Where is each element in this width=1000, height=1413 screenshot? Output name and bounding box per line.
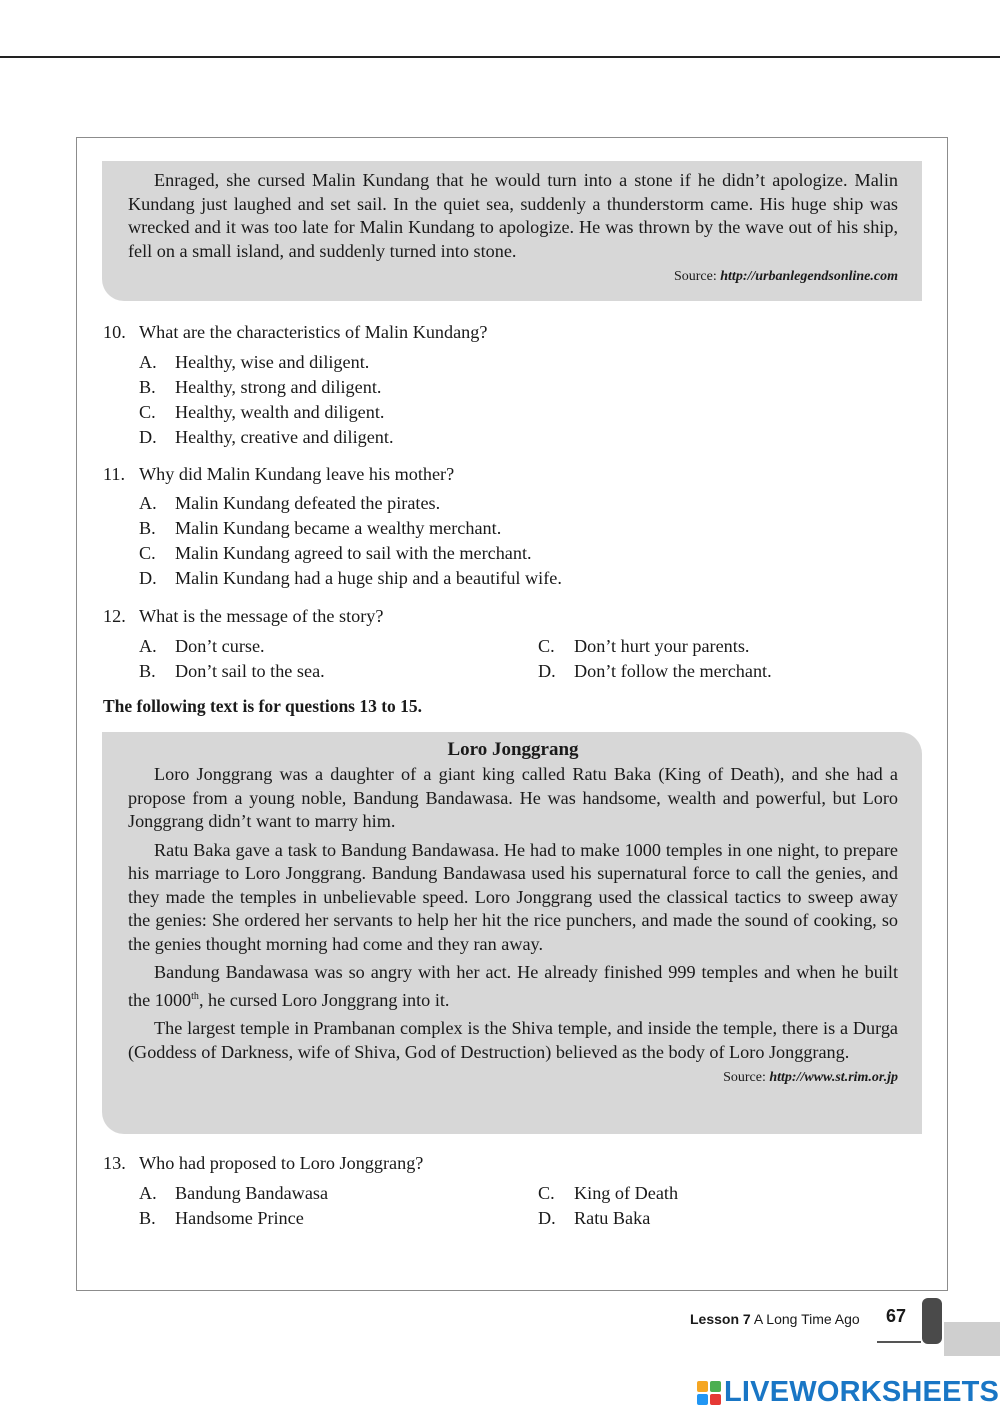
logo-mark-icon bbox=[697, 1381, 721, 1405]
passage-paragraph: Bandung Bandawasa was so angry with her act. He already finished 999 temples and when he built the 1000th, he cursed Loro Jonggrang into it. bbox=[128, 962, 898, 1010]
page-tab bbox=[922, 1298, 942, 1344]
page-number-rule bbox=[877, 1341, 921, 1343]
logo-text: LIVEWORKSHEETS bbox=[724, 1376, 1000, 1408]
option-13d[interactable]: D. Ratu Baka bbox=[538, 1208, 651, 1228]
passage-paragraph: Loro Jonggrang was a daughter of a giant king called Ratu Baka (King of Death), and she had a propose from a young noble, Bandung Bandawasa. He was handsome, wealth and powerful, but Loro Jonggrang didn’t want to marry him. bbox=[128, 764, 898, 831]
question-number: 12. bbox=[103, 606, 126, 626]
lesson-title: A Long Time Ago bbox=[753, 1311, 860, 1327]
passage-loro-jonggrang bbox=[102, 732, 922, 1134]
option-10d[interactable]: D. Healthy, creative and diligent. bbox=[139, 427, 394, 447]
question-text: What is the message of the story? bbox=[139, 606, 384, 626]
question-12 bbox=[103, 604, 703, 629]
option-12a[interactable]: A. Don’t curse. bbox=[139, 636, 265, 656]
logo-square bbox=[710, 1381, 721, 1392]
source-link[interactable]: http://www.st.rim.or.jp bbox=[769, 1070, 898, 1086]
question-number: 10. bbox=[103, 322, 126, 342]
option-13a[interactable]: A. Bandung Bandawasa bbox=[139, 1183, 329, 1203]
passage-source: Source: http://www.st.rim.or.jp bbox=[723, 1070, 898, 1086]
passage-paragraph: The largest temple in Prambanan complex is the Shiva temple, and inside the temple, there is a Durga (Goddess of Darkness, wife of Shiva, God of Destruction) believed as the body of Loro Jonggrang. bbox=[128, 1018, 898, 1062]
page-footer bbox=[690, 1311, 860, 1327]
logo-square bbox=[697, 1394, 708, 1405]
lesson-label: Lesson 7 bbox=[690, 1311, 751, 1327]
option-11b[interactable]: B. Malin Kundang became a wealthy merchant. bbox=[139, 518, 502, 538]
option-10b[interactable]: B. Healthy, strong and diligent. bbox=[139, 377, 382, 397]
passage-paragraph: Ratu Baka gave a task to Bandung Bandawasa. He had to make 1000 temples in one night, to prepare his marriage to Loro Jonggrang. Bandung Bandawasa used his supernatural force to call the genies, and they made the temples in unbelievable speed. Loro Jonggrang used the classical tactics to sweep away the genies: She ordered her servants to help her hit the rice punchers, and made the sound of cooking, so the genies thought morning had come and they ran away. bbox=[128, 839, 898, 954]
header-rule bbox=[0, 56, 1000, 58]
passage-title: Loro Jonggrang bbox=[447, 739, 579, 760]
option-10a[interactable]: A. Healthy, wise and diligent. bbox=[139, 352, 370, 372]
passage-source: Source: http://urbanlegendsonline.com bbox=[673, 269, 898, 284]
option-11d[interactable]: D. Malin Kundang had a huge ship and a beautiful wife. bbox=[139, 568, 562, 588]
logo-square bbox=[697, 1381, 708, 1392]
option-13b[interactable]: B. Handsome Prince bbox=[139, 1208, 304, 1228]
question-number: 11. bbox=[103, 464, 126, 484]
option-11c[interactable]: C. Malin Kundang agreed to sail with the merchant. bbox=[139, 543, 532, 563]
question-text: What are the characteristics of Malin Kundang? bbox=[139, 322, 488, 342]
option-12d[interactable]: D. Don’t follow the merchant. bbox=[538, 661, 772, 681]
passage-paragraph: Enraged, she cursed Malin Kundang that he would turn into a stone if he didn’t apologize. Malin Kundang just laughed and set sail. In the quiet sea, suddenly a thunderstorm came. His huge ship was wrecked and it was too late for Malin Kundang to apologize. He was thrown by the wave out of his ship, fell on a small island, and suddenly turned into stone. bbox=[128, 170, 898, 261]
question-13 bbox=[103, 1151, 703, 1176]
logo-square bbox=[710, 1394, 721, 1405]
question-number: 13. bbox=[103, 1153, 126, 1173]
option-12c[interactable]: C. Don’t hurt your parents. bbox=[538, 636, 750, 656]
option-12b[interactable]: B. Don’t sail to the sea. bbox=[139, 661, 325, 681]
liveworksheets-logo[interactable] bbox=[697, 1376, 999, 1409]
question-text: Why did Malin Kundang leave his mother? bbox=[139, 464, 455, 484]
passage-malin-kundang bbox=[102, 161, 922, 301]
question-10 bbox=[103, 320, 703, 345]
question-text: Who had proposed to Loro Jonggrang? bbox=[139, 1153, 424, 1173]
instruction-text: The following text is for questions 13 to 15. bbox=[103, 696, 423, 716]
option-13c[interactable]: C. King of Death bbox=[538, 1183, 679, 1203]
source-link[interactable]: http://urbanlegendsonline.com bbox=[720, 269, 898, 284]
option-11a[interactable]: A. Malin Kundang defeated the pirates. bbox=[139, 493, 441, 513]
question-11 bbox=[103, 462, 703, 487]
page-number: 67 bbox=[886, 1306, 907, 1326]
page-tab-shadow bbox=[944, 1322, 1000, 1356]
option-10c[interactable]: C. Healthy, wealth and diligent. bbox=[139, 402, 385, 422]
